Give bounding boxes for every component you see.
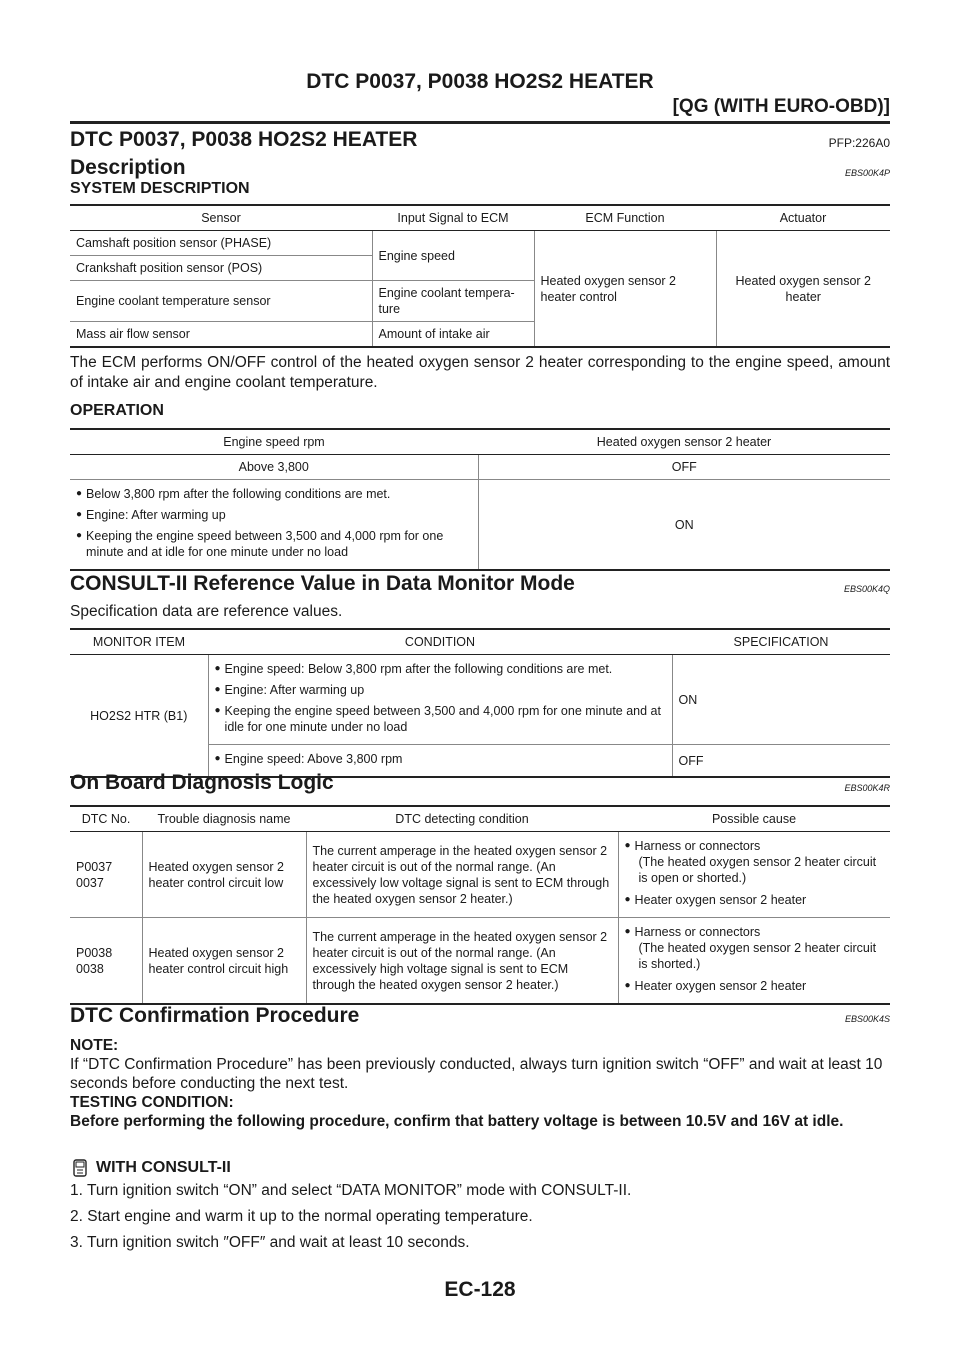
- consult-ref: EBS00K4Q: [843, 584, 890, 594]
- cause-text: Heater oxygen sensor 2 heater: [634, 893, 807, 907]
- th-detecting-condition: DTC detecting condition: [306, 806, 618, 832]
- obd-ref: EBS00K4R: [844, 783, 890, 793]
- consult-note: Specification data are reference values.: [70, 603, 343, 620]
- condition-text: Engine: After warming up: [86, 508, 226, 522]
- monitor-item-cell: HO2S2 HTR (B1): [70, 655, 208, 778]
- header-title: DTC P0037, P0038 HO2S2 HEATER: [306, 70, 654, 93]
- spec-cell: OFF: [672, 745, 890, 778]
- consult-tool-icon: [70, 1158, 90, 1178]
- dtc-code-short: 0038: [76, 961, 104, 976]
- bullet-icon: ●: [624, 840, 631, 851]
- th-monitor-item: MONITOR ITEM: [70, 629, 208, 655]
- description-paragraph: The ECM performs ON/OFF control of the heated oxygen sensor 2 heater corresponding to the engine speed, amount of intake air and engine coolant temperature.: [70, 354, 890, 391]
- bullet-icon: ●: [214, 753, 221, 764]
- cause-detail: (The heated oxygen sensor 2 heater circuit is shorted.): [638, 941, 877, 971]
- description-ref: EBS00K4P: [844, 168, 890, 178]
- table-row: [70, 832, 890, 918]
- signal-cell: Amount of intake air: [372, 322, 534, 348]
- system-description-heading: SYSTEM DESCRIPTION: [70, 180, 250, 197]
- bullet-icon: ●: [214, 705, 221, 716]
- cause-text: Harness or connectors: [634, 839, 761, 853]
- procedure-step: 1. Turn ignition switch “ON” and select “DATA MONITOR” mode with CONSULT-II.: [70, 1182, 632, 1199]
- th-heater: Heated oxygen sensor 2 heater: [478, 429, 890, 455]
- spec-cell: ON: [672, 655, 890, 745]
- bullet-icon: ●: [214, 684, 221, 695]
- dtc-cell: [70, 832, 142, 918]
- bullet-icon: ●: [76, 509, 83, 520]
- th-dtc-no: DTC No.: [70, 806, 142, 832]
- note-text: If “DTC Confirmation Procedure” has been previously conducted, always turn ignition switch “OFF” and wait at least 10 seconds before conducting the next test.: [70, 1056, 883, 1092]
- possible-cause-cell: [618, 918, 890, 1005]
- th-ecm-function: ECM Function: [534, 205, 716, 231]
- page-title: DTC P0037, P0038 HO2S2 HEATER: [70, 128, 418, 151]
- th-sensor: Sensor: [70, 205, 372, 231]
- confirm-heading: DTC Confirmation Procedure: [70, 1004, 360, 1027]
- trouble-name-cell: Heated oxygen sensor 2 heater control circuit high: [142, 918, 306, 1005]
- header-subtitle: [QG (WITH EURO-OBD)]: [672, 96, 890, 117]
- consult-heading: CONSULT-II Reference Value in Data Monitor Mode: [70, 572, 575, 595]
- description-heading: Description: [70, 156, 186, 179]
- bullet-icon: ●: [624, 894, 631, 905]
- th-actuator: Actuator: [716, 205, 890, 231]
- sensor-cell: Camshaft position sensor (PHASE): [70, 231, 372, 256]
- th-input-signal: Input Signal to ECM: [372, 205, 534, 231]
- cause-text: Heater oxygen sensor 2 heater: [634, 979, 807, 993]
- obd-heading: On Board Diagnosis Logic: [70, 771, 334, 794]
- operation-conditions: [70, 480, 478, 571]
- condition-text: Below 3,800 rpm after the following conditions are met.: [86, 487, 391, 501]
- with-consult-heading: [70, 1158, 231, 1178]
- consult-table: [70, 628, 890, 778]
- function-cell: Heated oxygen sensor 2 heater control: [534, 231, 716, 348]
- th-engine-speed: Engine speed rpm: [70, 429, 478, 455]
- procedure-steps: [70, 1182, 890, 1260]
- possible-cause-cell: [618, 832, 890, 918]
- pfp-code: PFP:226A0: [828, 136, 890, 150]
- condition-text: Keeping the engine speed between 3,500 and 4,000 rpm for one minute and at idle for one minute under no load: [86, 529, 444, 559]
- condition-text: Keeping the engine speed between 3,500 and 4,000 rpm for one minute and at idle for one minute under no load: [224, 704, 661, 734]
- page-number: EC-128: [444, 1278, 516, 1301]
- note-label: NOTE:: [70, 1037, 119, 1054]
- header-rule: [70, 121, 890, 124]
- bullet-icon: ●: [214, 663, 221, 674]
- procedure-step: 2. Start engine and warm it up to the normal operating temperature.: [70, 1208, 533, 1225]
- confirm-note: [70, 1036, 890, 1131]
- with-consult-label: WITH CONSULT-II: [96, 1159, 231, 1176]
- bullet-icon: ●: [624, 926, 631, 937]
- sensor-cell: Engine coolant temperature sensor: [70, 281, 372, 322]
- bullet-icon: ●: [76, 530, 83, 541]
- procedure-step: 3. Turn ignition switch ″OFF″ and wait at least 10 seconds.: [70, 1234, 470, 1251]
- condition-cell: [208, 655, 672, 745]
- signal-cell: Engine speed: [372, 231, 534, 281]
- condition-text: Engine speed: Above 3,800 rpm: [224, 752, 403, 766]
- obd-table: [70, 805, 890, 1005]
- testing-label: TESTING CONDITION:: [70, 1094, 234, 1111]
- cause-text: Harness or connectors: [634, 925, 761, 939]
- th-specification: SPECIFICATION: [672, 629, 890, 655]
- actuator-cell: Heated oxygen sensor 2 heater: [716, 231, 890, 348]
- dtc-code: P0038: [76, 945, 113, 960]
- system-description-table: [70, 204, 890, 348]
- bullet-icon: ●: [76, 488, 83, 499]
- trouble-name-cell: Heated oxygen sensor 2 heater control circuit low: [142, 832, 306, 918]
- th-possible-cause: Possible cause: [618, 806, 890, 832]
- testing-text: Before performing the following procedure, confirm that battery voltage is between 10.5V and 16V at idle.: [70, 1113, 844, 1130]
- operation-row-state: ON: [478, 480, 890, 571]
- cause-detail: (The heated oxygen sensor 2 heater circuit is open or shorted.): [638, 855, 877, 885]
- sensor-cell: Crankshaft position sensor (POS): [70, 256, 372, 281]
- dtc-code: P0037: [76, 859, 113, 874]
- operation-heading: OPERATION: [70, 402, 164, 419]
- confirm-ref: EBS00K4S: [844, 1014, 890, 1024]
- dtc-cell: [70, 918, 142, 1005]
- detecting-condition-cell: The current amperage in the heated oxygen sensor 2 heater circuit is out of the normal range. (An excessively low voltage signal is sent to ECM through the heated oxygen sensor 2 heater.): [306, 832, 618, 918]
- operation-row-state: OFF: [478, 455, 890, 480]
- sensor-cell: Mass air flow sensor: [76, 327, 190, 341]
- th-trouble-name: Trouble diagnosis name: [142, 806, 306, 832]
- detecting-condition-cell: The current amperage in the heated oxygen sensor 2 heater circuit is out of the normal range. (An excessively high voltage signal is sent to ECM through the heated oxygen sensor 2 heater.): [306, 918, 618, 1005]
- signal-cell: Engine coolant tempera-ture: [372, 281, 534, 322]
- condition-text: Engine speed: Below 3,800 rpm after the following conditions are met.: [224, 662, 613, 676]
- condition-text: Engine: After warming up: [224, 683, 365, 697]
- th-condition: CONDITION: [208, 629, 672, 655]
- operation-table: [70, 428, 890, 571]
- operation-row-speed: Above 3,800: [70, 455, 478, 480]
- dtc-code-short: 0037: [76, 875, 104, 890]
- table-row: [70, 918, 890, 1005]
- bullet-icon: ●: [624, 980, 631, 991]
